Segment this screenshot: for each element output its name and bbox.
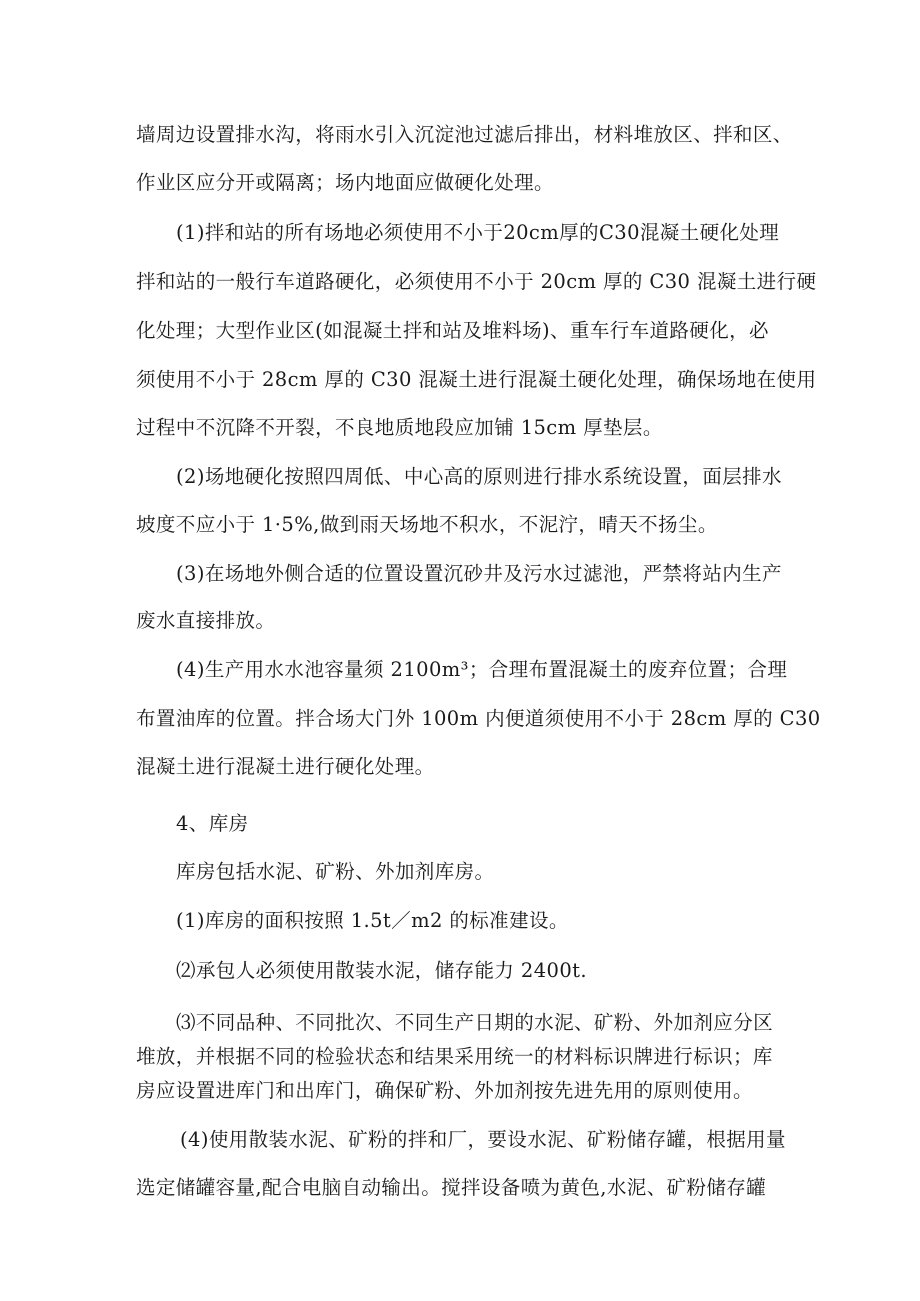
text-line: ⑵承包人必须使用散装水泥，储存能力 2400t. [176, 959, 587, 982]
text-line: 库房包括水泥、矿粉、外加剂库房。 [176, 860, 495, 883]
text-line: (4)生产用水水池容量须 2100m³；合理布置混凝土的废弃位置；合理 [176, 658, 788, 681]
text-line: 坡度不应小于 1·5%,做到雨天场地不积水，不泥泞，晴天不扬尘。 [136, 513, 718, 536]
text-line: (4)使用散装水泥、矿粉的拌和厂，要设水泥、矿粉储存罐，根据用量 [180, 1128, 786, 1151]
text-line: (1)库房的面积按照 1.5t／m2 的标准建设。 [176, 909, 569, 932]
text-line: 过程中不沉降不开裂，不良地质地段应加铺 15cm 厚垫层。 [136, 416, 663, 439]
text-line: 堆放，并根据不同的检验状态和结果采用统一的材料标识牌进行标识；库 [136, 1045, 773, 1068]
text-line: 化处理；大型作业区(如混凝土拌和站及堆料场)、重车行车道路硬化，必 [136, 319, 769, 342]
text-line: 须使用不小于 28cm 厚的 C30 混凝土进行混凝土硬化处理，确保场地在使用 [136, 368, 817, 391]
text-line: 墙周边设置排水沟，将雨水引入沉淀池过滤后排出，材料堆放区、拌和区、 [136, 123, 793, 146]
text-line: 混凝土进行混凝土进行硬化处理。 [136, 755, 435, 778]
text-line: 房应设置进库门和出库门，确保矿粉、外加剂按先进先用的原则使用。 [136, 1079, 753, 1102]
text-line: ⑶不同品种、不同批次、不同生产日期的水泥、矿粉、外加剂应分区 [176, 1011, 774, 1034]
section-heading: 4、库房 [176, 812, 249, 835]
text-line: (2)场地硬化按照四周低、中心高的原则进行排水系统设置，面层排水 [176, 465, 782, 488]
text-line: 废水直接排放。 [136, 609, 276, 632]
text-line: (3)在场地外侧合适的位置设置沉砂井及污水过滤池，严禁将站内生产 [176, 562, 782, 585]
text-line: 选定储罐容量,配合电脑自动输出。搅拌设备喷为黄色,水泥、矿粉储存罐 [136, 1176, 767, 1199]
text-line: 作业区应分开或隔离；场内地面应做硬化处理。 [136, 171, 554, 194]
text-line: 布置油库的位置。拌合场大门外 100m 内便道须使用不小于 28cm 厚的 C30 [136, 707, 821, 730]
text-line: 拌和站的一般行车道路硬化，必须使用不小于 20cm 厚的 C30 混凝土进行硬 [136, 270, 817, 293]
text-line: (1)拌和站的所有场地必须使用不小于20cm厚的C30混凝土硬化处理 [176, 221, 780, 244]
